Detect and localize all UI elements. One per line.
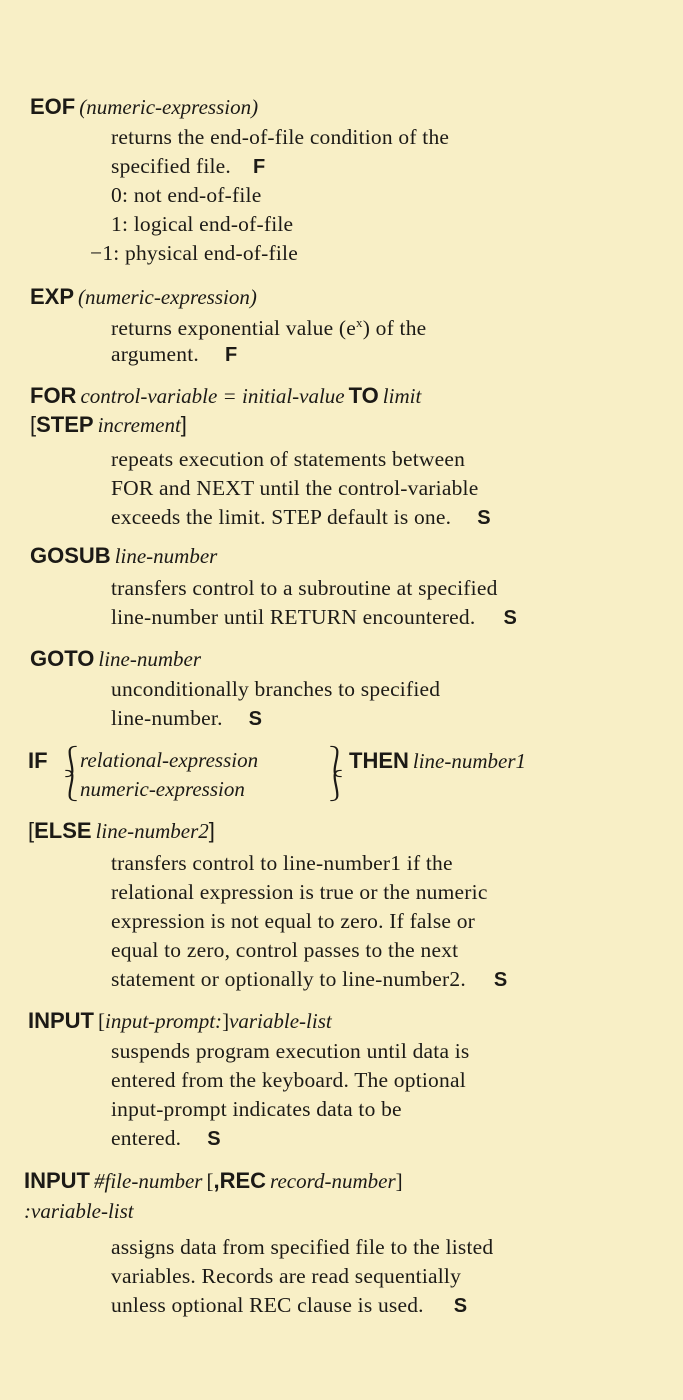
- goto-desc-2-row: [111, 708, 262, 730]
- if-bracket-close: ]: [208, 818, 215, 843]
- exp-keyword: EXP: [30, 284, 75, 309]
- if-else-keyword: ELSE: [34, 818, 92, 843]
- if-option-relational: relational-expression: [80, 748, 259, 772]
- exp-desc-2: argument.: [111, 342, 199, 366]
- gosub-flag: S: [503, 607, 517, 629]
- eof-value-1: 1: logical end-of-file: [111, 212, 294, 236]
- exp-desc-1a: returns exponential value (e: [111, 316, 356, 341]
- input-file-desc-2: variables. Records are read sequentially: [111, 1264, 462, 1288]
- for-increment: increment: [97, 413, 181, 437]
- if-bracket-open: [: [28, 818, 35, 843]
- for-heading: [30, 385, 421, 407]
- gosub-keyword: GOSUB: [30, 543, 111, 568]
- exp-desc-1-row: [111, 316, 426, 340]
- exp-syntax: (numeric-expression): [78, 285, 257, 309]
- for-flag: S: [477, 507, 491, 529]
- eof-heading: [30, 96, 258, 118]
- for-desc-3-row: [111, 507, 491, 529]
- for-desc-2: FOR and NEXT until the control-variable: [111, 476, 479, 500]
- exp-heading: [30, 286, 257, 308]
- if-keyword: IF: [28, 748, 48, 773]
- for-bracket-open: [: [30, 412, 37, 437]
- input-bracket-close: ]: [222, 1009, 230, 1033]
- eof-flag: F: [253, 156, 266, 178]
- input-desc-3: input-prompt indicates data to be: [111, 1097, 402, 1121]
- for-desc-3: exceeds the limit. STEP default is one.: [111, 505, 452, 529]
- goto-desc-1: unconditionally branches to specified: [111, 677, 441, 701]
- goto-keyword: GOTO: [30, 646, 95, 671]
- input-file-bracket-close: ]: [395, 1169, 403, 1193]
- goto-heading: [30, 648, 201, 670]
- if-else-target: line-number2: [95, 819, 209, 843]
- input-file-record-number: record-number: [270, 1169, 396, 1193]
- input-flag: S: [207, 1128, 221, 1150]
- goto-flag: S: [248, 708, 263, 730]
- input-bracket-open: [: [98, 1009, 105, 1033]
- eof-desc-1: returns the end-of-file condition of the: [111, 125, 450, 149]
- input-keyword: INPUT: [28, 1008, 94, 1033]
- input-file-desc-3-row: [111, 1295, 467, 1317]
- if-left-brace-lower: ⎱: [56, 770, 86, 803]
- exp-desc-2-row: [111, 344, 237, 366]
- eof-value-0: 0: not end-of-file: [111, 183, 262, 207]
- eof-desc-2: specified file.: [111, 154, 232, 178]
- exp-desc-1b: ) of the: [362, 316, 427, 341]
- if-left-brace: ⎰: [56, 746, 86, 779]
- if-right-brace: ⎱: [321, 746, 351, 779]
- exp-flag: F: [224, 344, 238, 366]
- for-desc-1: repeats execution of statements between: [111, 447, 466, 471]
- gosub-syntax: line-number: [114, 544, 218, 568]
- if-option-numeric: numeric-expression: [80, 777, 245, 801]
- if-flag: S: [493, 969, 508, 991]
- if-desc-5: statement or optionally to line-number2.: [111, 967, 466, 991]
- if-desc-1: transfers control to line-number1 if the: [111, 851, 453, 875]
- goto-syntax: line-number: [98, 647, 202, 671]
- if-desc-3: expression is not equal to zero. If false or: [111, 909, 476, 933]
- eof-value-2: −1: physical end-of-file: [90, 241, 298, 265]
- input-file-bracket-open: [: [206, 1169, 214, 1193]
- input-heading: [28, 1010, 332, 1032]
- input-file-flag: S: [453, 1295, 468, 1317]
- input-file-keyword: INPUT: [24, 1168, 90, 1193]
- input-file-rec-keyword: ,REC: [213, 1168, 267, 1193]
- input-file-desc-1: assigns data from specified file to the listed: [111, 1235, 494, 1259]
- gosub-desc-2: line-number until RETURN encountered.: [111, 605, 476, 629]
- input-desc-2: entered from the keyboard. The optional: [111, 1068, 466, 1092]
- for-keyword: FOR: [30, 383, 77, 408]
- if-desc-4: equal to zero, control passes to the next: [111, 938, 459, 962]
- exp-superscript: x: [356, 315, 363, 330]
- if-right-brace-lower: ⎰: [321, 770, 351, 803]
- if-then-target: line-number1: [412, 749, 527, 773]
- input-varlist: variable-list: [229, 1009, 332, 1033]
- input-desc-4-row: [111, 1128, 221, 1150]
- for-step-keyword: STEP: [36, 412, 94, 437]
- for-limit: limit: [382, 384, 422, 408]
- for-step-row: [30, 414, 187, 436]
- if-else-row: [28, 820, 215, 842]
- for-syntax: control-variable = initial-value: [80, 384, 345, 408]
- input-desc-4: entered.: [111, 1126, 182, 1150]
- input-file-varlist: :variable-list: [24, 1199, 134, 1223]
- gosub-desc-2-row: [111, 607, 517, 629]
- for-to-keyword: TO: [348, 383, 379, 408]
- gosub-desc-1: transfers control to a subroutine at specified: [111, 576, 498, 600]
- if-then-row: [349, 750, 526, 772]
- input-file-heading: [24, 1170, 403, 1192]
- input-file-hash: #: [94, 1169, 105, 1193]
- for-bracket-close: ]: [180, 412, 187, 437]
- gosub-heading: [30, 545, 217, 567]
- input-prompt: input-prompt:: [105, 1009, 223, 1033]
- if-desc-2: relational expression is true or the numeric: [111, 880, 488, 904]
- goto-desc-2: line-number.: [111, 706, 223, 730]
- input-file-number: file-number: [104, 1169, 203, 1193]
- eof-syntax: (numeric-expression): [79, 95, 259, 119]
- if-then-keyword: THEN: [349, 748, 409, 773]
- input-file-desc-3: unless optional REC clause is used.: [111, 1293, 424, 1317]
- eof-desc-2-row: [111, 156, 265, 178]
- eof-keyword: EOF: [30, 94, 76, 119]
- input-desc-1: suspends program execution until data is: [111, 1039, 470, 1063]
- if-desc-5-row: [111, 969, 507, 991]
